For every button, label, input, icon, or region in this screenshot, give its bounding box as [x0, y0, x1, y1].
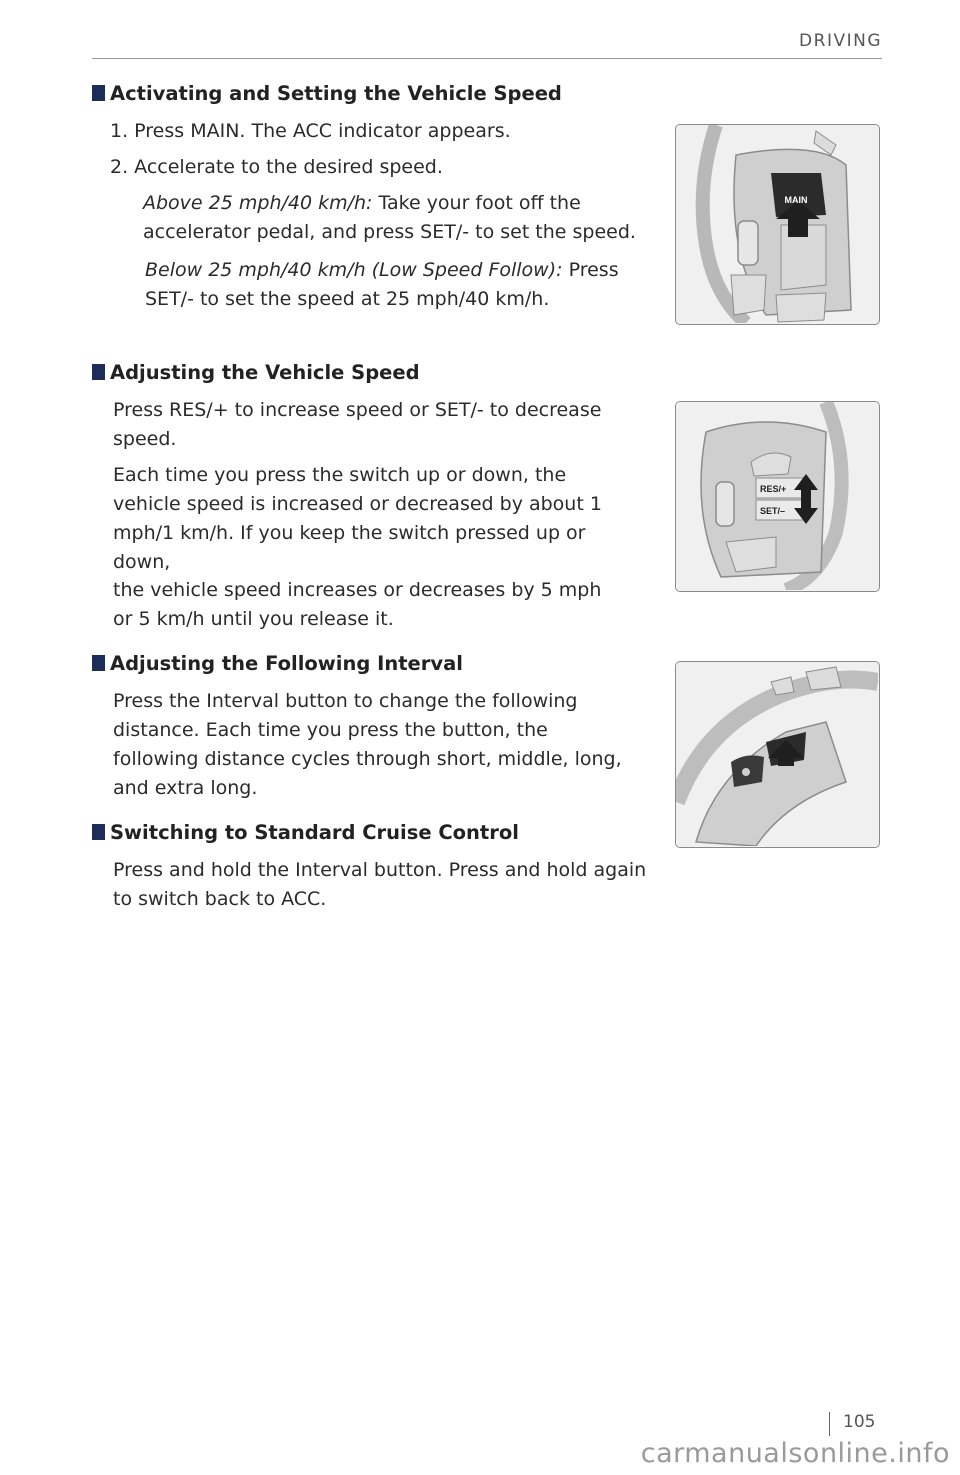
res-label: RES/+	[760, 484, 787, 494]
header-divider	[92, 58, 882, 59]
page-number: 105	[843, 1412, 876, 1432]
following-interval-p1: Press the Interval button to change the following distance. Each time you press the button, the following distance cycles through short, middle, long, and extra long.	[113, 690, 622, 799]
set-label: SET/–	[760, 506, 786, 516]
heading-activating	[92, 82, 562, 105]
figure-main-button	[675, 124, 880, 325]
bullet-square-icon	[92, 655, 105, 671]
heading-following-interval	[92, 652, 463, 675]
heading-text: Activating and Setting the Vehicle Speed	[110, 82, 562, 105]
below-25-note	[145, 256, 635, 314]
heading-text: Switching to Standard Cruise Control	[110, 821, 519, 844]
below-25-label: Below 25 mph/40 km/h (Low Speed Follow):	[145, 259, 563, 281]
adjust-speed-p3: the vehicle speed increases or decreases by 5 mph or 5 km/h until you release it.	[113, 579, 602, 630]
above-25-label: Above 25 mph/40 km/h:	[143, 192, 373, 214]
heading-text: Adjusting the Following Interval	[110, 652, 463, 675]
below-25-text: Press SET/- to set the speed at 25 mph/40 km/h.	[145, 259, 619, 310]
figure-res-set-switch	[675, 401, 880, 592]
steering-wheel-interval-illustration	[676, 662, 878, 846]
watermark: carmanualsonline.info	[640, 1438, 950, 1469]
above-25-note	[143, 189, 643, 247]
heading-adjusting-speed	[92, 361, 420, 384]
bullet-square-icon	[92, 824, 105, 840]
adjust-speed-p2: Each time you press the switch up or down, the vehicle speed is increased or decreased by about 1 mph/1 km/h. If you keep the switch pressed up or down,	[113, 464, 602, 573]
heading-standard-cruise	[92, 821, 519, 844]
heading-text: Adjusting the Vehicle Speed	[110, 361, 420, 384]
bullet-square-icon	[92, 85, 105, 101]
step-2: 2. Accelerate to the desired speed.	[110, 156, 443, 178]
above-25-text: Take your foot off the accelerator pedal, and press SET/- to set the speed.	[143, 192, 636, 243]
section-title: DRIVING	[799, 31, 882, 51]
standard-cruise-p1: Press and hold the Interval button. Press and hold again to switch back to ACC.	[113, 859, 647, 910]
steering-switch-res-set-illustration	[676, 402, 878, 590]
page-number-divider	[829, 1412, 830, 1436]
adjust-speed-p1: Press RES/+ to increase speed or SET/- to decrease speed.	[113, 399, 602, 450]
steering-switch-main-illustration	[676, 125, 878, 323]
bullet-square-icon	[92, 364, 105, 380]
figure-interval-button	[675, 661, 880, 848]
main-button-label: MAIN	[784, 195, 808, 205]
step-1: 1. Press MAIN. The ACC indicator appears.	[110, 120, 511, 142]
